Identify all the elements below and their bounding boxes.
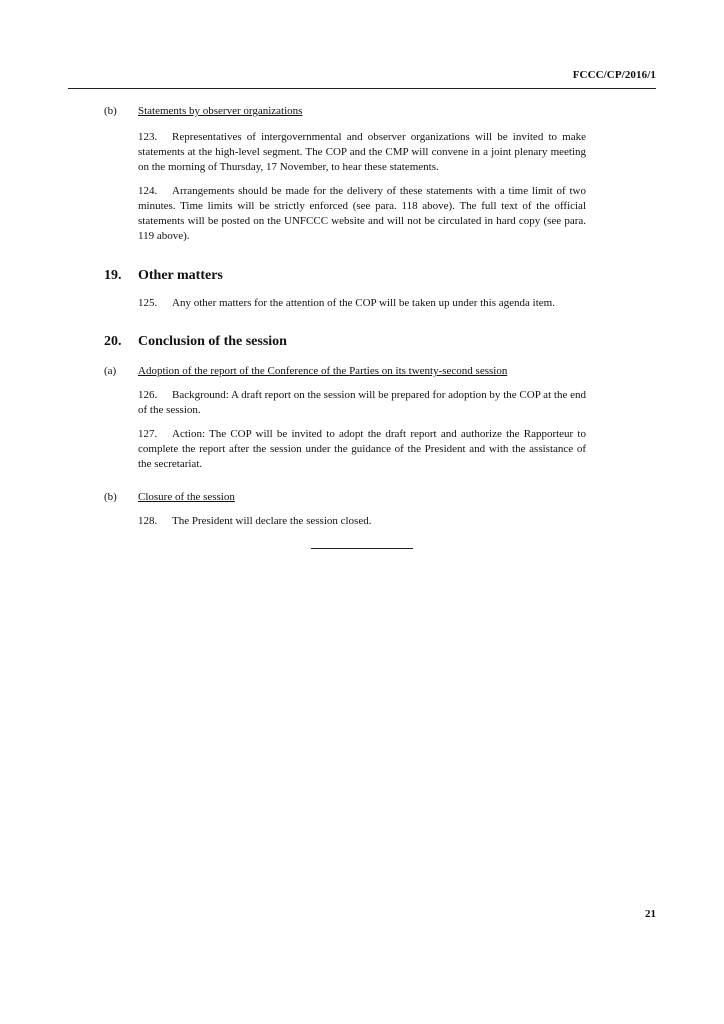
section-title: Conclusion of the session: [138, 334, 287, 349]
subsection-title: Statements by observer organizations: [138, 105, 303, 117]
page-number: 21: [645, 908, 656, 920]
section-number: 20.: [104, 334, 122, 349]
header-divider: [68, 88, 656, 89]
paragraph-127: [138, 427, 586, 472]
paragraph-128: [138, 514, 586, 529]
section-19-heading: [104, 267, 724, 285]
subsection-label: (a): [104, 365, 117, 377]
paragraph-number: 124.: [138, 185, 158, 197]
paragraph-number: 128.: [138, 515, 158, 527]
subsection-title: Adoption of the report of the Conference of the Parties on its twenty-second session: [138, 365, 508, 377]
subsection-adoption-report: [104, 364, 586, 379]
paragraph-number: 127.: [138, 428, 158, 440]
paragraph-text: The President will declare the session closed.: [172, 515, 372, 527]
paragraph-number: 126.: [138, 389, 158, 401]
section-title: Other matters: [138, 268, 223, 283]
paragraph-124: [138, 184, 586, 244]
document-body: [0, 104, 724, 529]
subsection-label: (b): [104, 491, 117, 503]
document-symbol: FCCC/CP/2016/1: [572, 69, 656, 81]
paragraph-125: [138, 296, 586, 311]
paragraph-number: 125.: [138, 297, 158, 309]
paragraph-text: Any other matters for the attention of the COP will be taken up under this agenda item.: [172, 297, 555, 309]
subsection-closure-session: [104, 490, 586, 505]
paragraph-number: 123.: [138, 131, 158, 143]
section-20-heading: [104, 333, 724, 351]
end-of-document-rule: [311, 548, 413, 549]
section-number: 19.: [104, 268, 122, 283]
paragraph-text: Action: The COP will be invited to adopt the draft report and authorize the Rapporteur to complete the report after the session under the guidance of the President and with the assistance of the secretariat.: [138, 428, 586, 470]
subsection-statements-observers: [104, 104, 586, 119]
paragraph-text: Background: A draft report on the session will be prepared for adoption by the COP at the end of the session.: [138, 389, 586, 416]
paragraph-126: [138, 388, 586, 418]
paragraph-text: Arrangements should be made for the delivery of these statements with a time limit of two minutes. Time limits will be strictly enforced (see para. 118 above). The full text of the official statements will be posted on the UNFCCC website and will not be circulated in hard copy (see para. 119 above).: [138, 185, 586, 242]
subsection-label: (b): [104, 105, 117, 117]
paragraph-text: Representatives of intergovernmental and observer organizations will be invited to make statements at the high-level segment. The COP and the CMP will convene in a joint plenary meeting on the morning of Thursday, 17 November, to hear these statements.: [138, 131, 586, 173]
subsection-title: Closure of the session: [138, 491, 235, 503]
paragraph-123: [138, 130, 586, 175]
